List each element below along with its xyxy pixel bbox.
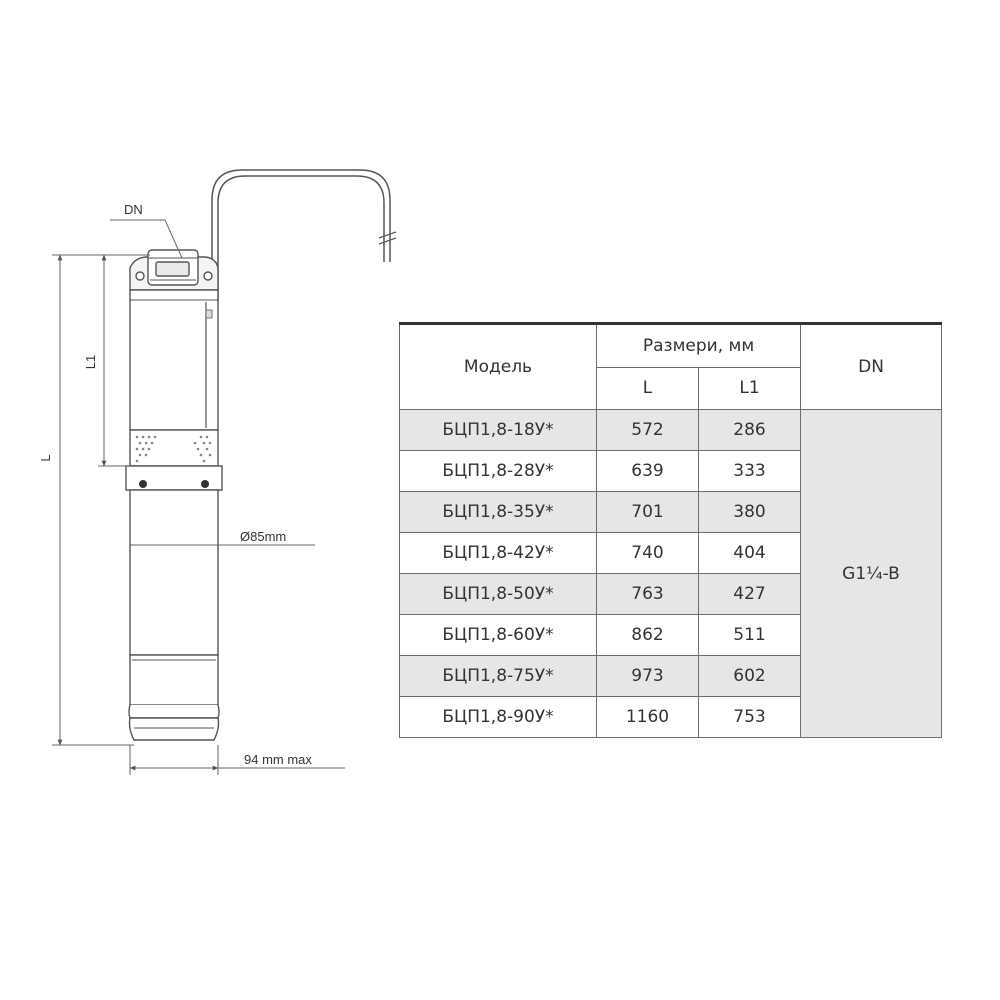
cell-l1: 333 <box>699 451 801 492</box>
cell-model: БЦП1,8-90У* <box>400 697 597 738</box>
cell-l: 1160 <box>597 697 699 738</box>
cell-l1: 602 <box>699 656 801 697</box>
outlet-head <box>130 250 218 290</box>
cell-l: 639 <box>597 451 699 492</box>
cell-l1: 380 <box>699 492 801 533</box>
cell-model: БЦП1,8-18У* <box>400 410 597 451</box>
specs-table-container <box>399 322 941 738</box>
dn-label: DN <box>124 202 143 217</box>
cell-l1: 511 <box>699 615 801 656</box>
cell-l: 763 <box>597 574 699 615</box>
power-cable <box>212 170 396 300</box>
cell-model: БЦП1,8-35У* <box>400 492 597 533</box>
cell-l: 862 <box>597 615 699 656</box>
header-l1: L1 <box>699 367 801 410</box>
cell-l1: 286 <box>699 410 801 451</box>
max-width-label: 94 mm max <box>244 752 312 767</box>
pump-body <box>126 290 222 740</box>
cell-model: БЦП1,8-28У* <box>400 451 597 492</box>
cell-l: 973 <box>597 656 699 697</box>
cell-l: 572 <box>597 410 699 451</box>
l-label: L <box>38 454 53 462</box>
header-model: Модель <box>400 324 597 410</box>
cell-l: 740 <box>597 533 699 574</box>
table-row <box>400 410 942 451</box>
header-sizes: Размери, мм <box>597 324 801 368</box>
diameter-label: Ø85mm <box>240 529 287 544</box>
cell-l: 701 <box>597 492 699 533</box>
specs-table <box>399 322 942 738</box>
cell-l1: 404 <box>699 533 801 574</box>
header-dn: DN <box>801 324 942 410</box>
cell-dn: G1¼-B <box>801 410 942 738</box>
cell-model: БЦП1,8-42У* <box>400 533 597 574</box>
cell-model: БЦП1,8-50У* <box>400 574 597 615</box>
cell-l1: 427 <box>699 574 801 615</box>
header-l: L <box>597 367 699 410</box>
l1-label: L1 <box>83 354 98 370</box>
cell-model: БЦП1,8-75У* <box>400 656 597 697</box>
cell-model: БЦП1,8-60У* <box>400 615 597 656</box>
cell-l1: 753 <box>699 697 801 738</box>
